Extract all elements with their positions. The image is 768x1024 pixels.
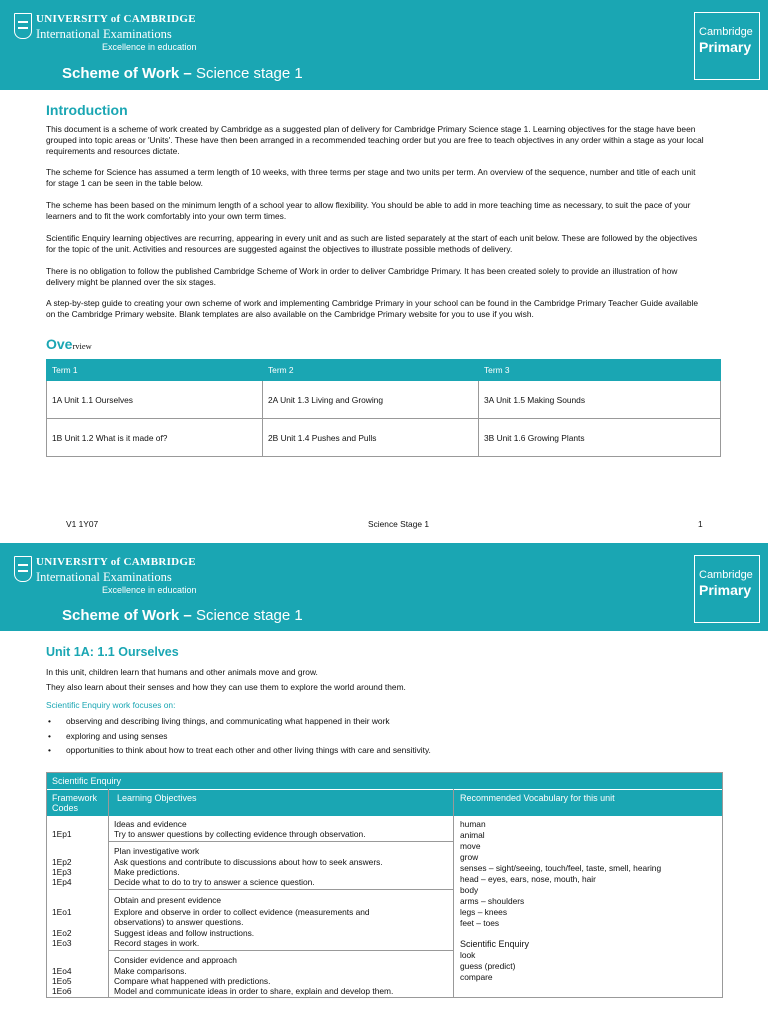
vocab-word: body bbox=[460, 885, 479, 895]
intro-paragraph: A step-by-step guide to creating your own scheme of work and implementing Cambridge Primary in your school can be found in the Cambridge Primary Teacher Guide available on the Cambridge Primary website. Blank templates are also available on the Cambridge Primary website for you to use if you wish. bbox=[46, 298, 699, 319]
title-rest: Science stage 1 bbox=[195, 607, 303, 624]
logo-line2: Primary bbox=[699, 39, 752, 55]
se-column-headers bbox=[47, 789, 722, 816]
col-objectives: Learning Objectives bbox=[117, 793, 197, 803]
footer-version: V1 1Y07 bbox=[66, 519, 99, 529]
term-header: Term 3 bbox=[479, 360, 721, 381]
col-divider bbox=[108, 789, 109, 997]
vocab-word: feet – toes bbox=[460, 918, 500, 928]
title-rest: Science stage 1 bbox=[195, 65, 303, 82]
framework-code: 1Eo5 bbox=[52, 976, 72, 986]
table-cell: 2A Unit 1.3 Living and Growing bbox=[263, 381, 479, 419]
vocab-word: move bbox=[460, 841, 481, 851]
objective: Record stages in work. bbox=[114, 938, 200, 948]
table-cell: 3A Unit 1.5 Making Sounds bbox=[479, 381, 721, 419]
framework-code: 1Eo4 bbox=[52, 966, 72, 976]
intro-paragraph: This document is a scheme of work created by Cambridge as a suggested plan of delivery for Cambridge Primary Science stage 1. Learning objectives for the stage have been grouped into topic areas or 'Units'. These have then been arranged in a recommended teaching order but you are free to teach objectives in any order within a stage as your local requirements and resources dictate. bbox=[46, 124, 704, 156]
vocab-word: compare bbox=[460, 972, 493, 982]
objective-section-heading: Ideas and evidence bbox=[114, 819, 187, 829]
vocab-word: human bbox=[460, 819, 486, 829]
row-divider bbox=[108, 950, 453, 951]
table-cell: 2B Unit 1.4 Pushes and Pulls bbox=[263, 419, 479, 457]
framework-code: 1Eo3 bbox=[52, 938, 72, 948]
objective-section-heading: Consider evidence and approach bbox=[114, 955, 237, 965]
objective: Explore and observe in order to collect evidence (measurements and bbox=[114, 907, 370, 917]
focus-label: Scientific Enquiry work focuses on: bbox=[46, 700, 176, 710]
objective: Make comparisons. bbox=[114, 966, 187, 976]
page-number: 1 bbox=[698, 519, 703, 529]
unit-intro-line: In this unit, children learn that humans and other animals move and grow. bbox=[46, 667, 318, 677]
title-bold: Scheme of Work – bbox=[62, 607, 196, 624]
page-title bbox=[62, 65, 303, 82]
vocab-word: arms – shoulders bbox=[460, 896, 525, 906]
overview-heading bbox=[46, 336, 92, 352]
row-divider bbox=[108, 889, 453, 890]
unit-heading: Unit 1A: 1.1 Ourselves bbox=[46, 645, 179, 659]
vocab-word: legs – knees bbox=[460, 907, 508, 917]
objective: Try to answer questions by collecting evidence through observation. bbox=[114, 829, 366, 839]
term-header: Term 1 bbox=[47, 360, 263, 381]
row-divider bbox=[108, 841, 453, 842]
framework-code: 1Ep1 bbox=[52, 829, 72, 839]
university-subtitle: International Examinations bbox=[36, 570, 172, 584]
overview-table bbox=[46, 359, 721, 457]
vocab-word: animal bbox=[460, 830, 485, 840]
crest-icon bbox=[14, 13, 32, 39]
framework-code: 1Ep2 bbox=[52, 857, 72, 867]
table-row bbox=[47, 419, 721, 457]
table-cell: 3B Unit 1.6 Growing Plants bbox=[479, 419, 721, 457]
col-vocabulary: Recommended Vocabulary for this unit bbox=[460, 793, 615, 803]
framework-code: 1Ep3 bbox=[52, 867, 72, 877]
unit-intro-line: They also learn about their senses and how they can use them to explore the world around them. bbox=[46, 682, 406, 692]
intro-paragraph: The scheme for Science has assumed a term length of 10 weeks, with three terms per stage and two units per term. An overview of the sequence, number and title of each unit for stage 1 can be seen in the table below. bbox=[46, 167, 696, 188]
page-title bbox=[62, 607, 303, 624]
vocab-word: look bbox=[460, 950, 476, 960]
se-table-title: Scientific Enquiry bbox=[47, 773, 722, 789]
university-name: UNIVERSITY of CAMBRIDGE bbox=[36, 13, 196, 25]
university-name: UNIVERSITY of CAMBRIDGE bbox=[36, 556, 196, 568]
intro-paragraph: Scientific Enquiry learning objectives are recurring, appearing in every unit and as such are listed separately at the start of each unit below. These are followed by the objectives for the topic of the unit. Activities and resources are suggested against the objectives to illustrate possible methods of delivery. bbox=[46, 233, 698, 254]
objective: Make predictions. bbox=[114, 867, 180, 877]
logo-line2: Primary bbox=[699, 582, 752, 598]
table-cell: 1A Unit 1.1 Ourselves bbox=[47, 381, 263, 419]
crest-icon bbox=[14, 556, 32, 582]
term-header: Term 2 bbox=[263, 360, 479, 381]
overview-big: Ove bbox=[46, 336, 73, 352]
vocab-word: head – eyes, ears, nose, mouth, hair bbox=[460, 874, 596, 884]
table-header-row bbox=[47, 360, 721, 381]
objective-section-heading: Obtain and present evidence bbox=[114, 895, 222, 905]
col-divider bbox=[453, 789, 454, 997]
objective: Suggest ideas and follow instructions. bbox=[114, 928, 255, 938]
table-cell: 1B Unit 1.2 What is it made of? bbox=[47, 419, 263, 457]
scientific-enquiry-table bbox=[46, 772, 723, 998]
objective: Compare what happened with predictions. bbox=[114, 976, 271, 986]
footer-subject: Science Stage 1 bbox=[368, 519, 429, 529]
table-row bbox=[47, 381, 721, 419]
university-tagline: Excellence in education bbox=[102, 42, 197, 52]
university-tagline: Excellence in education bbox=[102, 585, 197, 595]
logo-line1: Cambridge bbox=[699, 569, 753, 581]
overview-small: rview bbox=[72, 341, 92, 351]
framework-code: 1Eo2 bbox=[52, 928, 72, 938]
objective: observations) to answer questions. bbox=[114, 917, 244, 927]
objective-section-heading: Plan investigative work bbox=[114, 846, 200, 856]
objective: Ask questions and contribute to discussions about how to seek answers. bbox=[114, 857, 383, 867]
vocab-word: senses – sight/seeing, touch/feel, taste, smell, hearing bbox=[460, 863, 662, 873]
intro-paragraph: The scheme has been based on the minimum length of a school year to allow flexibility. You should be able to add in more teaching time as necessary, to suit the pace of your learners and to fit the work comfortably into your own term times. bbox=[46, 200, 691, 221]
objective: Decide what to do to try to answer a science question. bbox=[114, 877, 315, 887]
logo-line1: Cambridge bbox=[699, 26, 753, 38]
framework-code: 1Ep4 bbox=[52, 877, 72, 887]
vocab-word: grow bbox=[460, 852, 479, 862]
header-banner-2 bbox=[0, 543, 768, 631]
header-banner-1 bbox=[0, 0, 768, 90]
title-bold: Scheme of Work – bbox=[62, 65, 196, 82]
cambridge-primary-logo bbox=[694, 555, 760, 623]
framework-code: 1Eo6 bbox=[52, 986, 72, 996]
cambridge-primary-logo bbox=[694, 12, 760, 80]
framework-code: 1Eo1 bbox=[52, 907, 72, 917]
intro-heading: Introduction bbox=[46, 102, 128, 118]
col-codes: Framework Codes bbox=[52, 793, 98, 813]
university-subtitle: International Examinations bbox=[36, 27, 172, 41]
vocab-word: guess (predict) bbox=[460, 961, 516, 971]
objective: Model and communicate ideas in order to share, explain and develop them. bbox=[114, 986, 394, 996]
vocab-heading: Scientific Enquiry bbox=[460, 939, 530, 949]
intro-paragraph: There is no obligation to follow the published Cambridge Scheme of Work in order to deliver Cambridge Primary. It has been created solely to provide an illustration of how delivery might be planned over the six stages. bbox=[46, 266, 678, 287]
